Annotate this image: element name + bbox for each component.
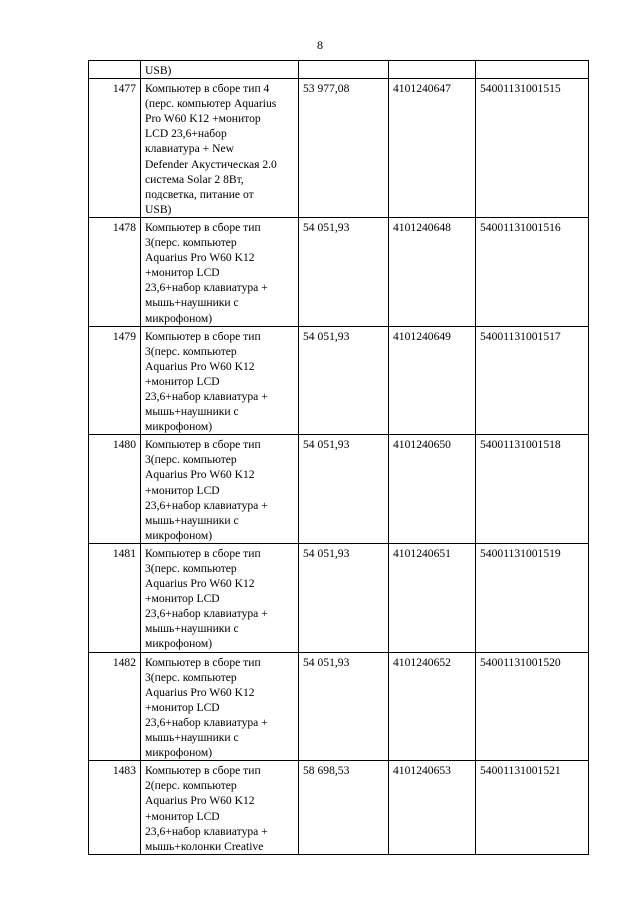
page-number: 8 xyxy=(317,38,323,52)
table-row xyxy=(89,652,589,761)
code-cell: 54001131001519 xyxy=(476,543,589,652)
inventory-number-cell: 4101240650 xyxy=(389,435,476,544)
table-row xyxy=(89,326,589,435)
description-cell: Компьютер в сборе тип 3(перс. компьютер Aquarius Pro W60 K12 +монитор LCD 23,6+набор клавиатура + мышь+наушники с микрофоном) xyxy=(141,326,299,435)
description-cell: Компьютер в сборе тип 3(перс. компьютер Aquarius Pro W60 K12 +монитор LCD 23,6+набор клавиатура + мышь+наушники с микрофоном) xyxy=(141,652,299,761)
inventory-number-cell: 4101240647 xyxy=(389,79,476,218)
description-cell: Компьютер в сборе тип 3(перс. компьютер Aquarius Pro W60 K12 +монитор LCD 23,6+набор клавиатура + мышь+наушники с микрофоном) xyxy=(141,217,299,326)
price-cell: 54 051,93 xyxy=(299,326,389,435)
table-row xyxy=(89,61,589,79)
code-cell: 54001131001517 xyxy=(476,326,589,435)
description-cell: USB) xyxy=(141,61,299,79)
inventory-number-cell: 4101240649 xyxy=(389,326,476,435)
code-cell: 54001131001518 xyxy=(476,435,589,544)
price-cell xyxy=(299,61,389,79)
table-row xyxy=(89,435,589,544)
table-row xyxy=(89,79,589,218)
inventory-number-cell: 4101240648 xyxy=(389,217,476,326)
row-number-cell: 1481 xyxy=(89,543,141,652)
row-number-cell: 1480 xyxy=(89,435,141,544)
code-cell: 54001131001516 xyxy=(476,217,589,326)
price-cell: 58 698,53 xyxy=(299,761,389,855)
price-cell: 54 051,93 xyxy=(299,652,389,761)
row-number-cell: 1478 xyxy=(89,217,141,326)
code-cell: 54001131001521 xyxy=(476,761,589,855)
row-number-cell xyxy=(89,61,141,79)
code-cell: 54001131001515 xyxy=(476,79,589,218)
table-row xyxy=(89,761,589,855)
table-row xyxy=(89,217,589,326)
description-cell: Компьютер в сборе тип 4 (перс. компьютер Aquarius Pro W60 K12 +монитор LCD 23,6+набор клавиатура + New Defender Акустическая 2.0 система Solar 2 8Вт, подсветка, питание от USB) xyxy=(141,79,299,218)
inventory-table xyxy=(88,60,589,855)
description-cell: Компьютер в сборе тип 2(перс. компьютер Aquarius Pro W60 K12 +монитор LCD 23,6+набор клавиатура + мышь+колонки Creative xyxy=(141,761,299,855)
price-cell: 53 977,08 xyxy=(299,79,389,218)
row-number-cell: 1479 xyxy=(89,326,141,435)
description-cell: Компьютер в сборе тип 3(перс. компьютер Aquarius Pro W60 K12 +монитор LCD 23,6+набор клавиатура + мышь+наушники с микрофоном) xyxy=(141,543,299,652)
row-number-cell: 1483 xyxy=(89,761,141,855)
inventory-number-cell xyxy=(389,61,476,79)
price-cell: 54 051,93 xyxy=(299,217,389,326)
row-number-cell: 1482 xyxy=(89,652,141,761)
price-cell: 54 051,93 xyxy=(299,543,389,652)
inventory-number-cell: 4101240651 xyxy=(389,543,476,652)
inventory-number-cell: 4101240653 xyxy=(389,761,476,855)
description-cell: Компьютер в сборе тип 3(перс. компьютер Aquarius Pro W60 K12 +монитор LCD 23,6+набор клавиатура + мышь+наушники с микрофоном) xyxy=(141,435,299,544)
price-cell: 54 051,93 xyxy=(299,435,389,544)
row-number-cell: 1477 xyxy=(89,79,141,218)
table-row xyxy=(89,543,589,652)
code-cell: 54001131001520 xyxy=(476,652,589,761)
inventory-number-cell: 4101240652 xyxy=(389,652,476,761)
code-cell xyxy=(476,61,589,79)
